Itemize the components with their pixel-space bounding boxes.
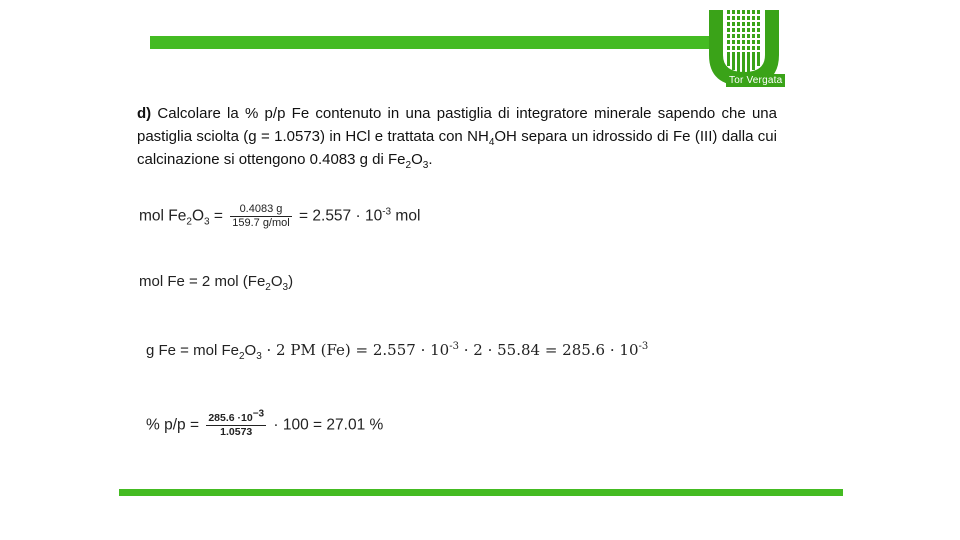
eq3-sub2: 3 — [256, 351, 262, 362]
problem-sub-3: 3 — [422, 160, 429, 171]
logo-caption: Tor Vergata — [726, 74, 785, 87]
eq1-rhs-sup: -3 — [382, 206, 392, 218]
eq3-mid: O — [244, 342, 257, 359]
eq4-num-sup: −3 — [252, 408, 265, 420]
eq2-end: ) — [288, 273, 294, 290]
eq4-lhs: % p/p = — [146, 416, 199, 434]
problem-text-4: . — [428, 151, 433, 168]
problem-statement — [137, 102, 777, 171]
eq3-lhs: g Fe = mol Fe — [146, 342, 239, 359]
equation-mol-fe — [139, 273, 294, 293]
problem-label: d) — [137, 105, 152, 122]
eq4-numerator — [206, 408, 266, 426]
eq1-denominator: 159.7 g/mol — [232, 217, 290, 229]
header-green-bar — [150, 36, 720, 49]
eq4-denominator: 1.0573 — [220, 426, 253, 438]
eq1-lhs: mol Fe — [139, 207, 187, 225]
eq1-rhs: = 2.557 · 10 — [299, 207, 383, 225]
footer-green-bar — [119, 489, 843, 496]
equation-grams-fe — [146, 341, 649, 362]
eq2-sub1: 2 — [265, 282, 271, 293]
eq1-equals: = — [209, 207, 223, 225]
eq3-serif-part: · 2 PM (Fe) = 2.557 · 10 — [261, 341, 450, 359]
eq1-numerator: 0.4083 g — [230, 203, 291, 217]
eq1-lhs-mid: O — [191, 207, 204, 225]
eq3-sup1: -3 — [449, 341, 459, 352]
equation-mol-fe2o3 — [139, 203, 420, 230]
eq2-sub2: 3 — [282, 282, 289, 293]
eq3-sup2: -3 — [638, 341, 649, 352]
eq4-rhs: · 100 = 27.01 % — [273, 416, 384, 434]
problem-sub-1: 4 — [488, 137, 495, 148]
eq1-rhs-unit: mol — [391, 207, 421, 225]
problem-text-3: O — [411, 151, 423, 168]
problem-text-2: OH separa un idrossido di Fe (III) dalla cui calcinazione si ottengono 0.4083 g di Fe — [137, 128, 777, 168]
eq1-lhs-sub2: 3 — [204, 216, 210, 228]
problem-sub-2: 2 — [405, 160, 412, 171]
eq1-fraction — [230, 203, 291, 230]
eq4-num-text: 285.6 ·10 — [208, 412, 253, 424]
eq4-fraction — [206, 408, 266, 439]
equation-percent-pp — [146, 408, 384, 439]
eq2-mid: O — [270, 273, 283, 290]
university-logo — [703, 0, 785, 90]
problem-text-1: Calcolare la % p/p Fe contenuto in una pastiglia di integratore minerale sapendo che una pastiglia sciolta (g = 1.0573) in HCl e trattata con NH — [137, 105, 777, 145]
eq3-serif-part2: · 2 · 55.84 = 285.6 · 10 — [458, 341, 639, 359]
eq2-text: mol Fe = 2 mol (Fe — [139, 273, 266, 290]
eq3-sub1: 2 — [238, 351, 245, 362]
eq1-lhs-sub1: 2 — [186, 216, 192, 228]
